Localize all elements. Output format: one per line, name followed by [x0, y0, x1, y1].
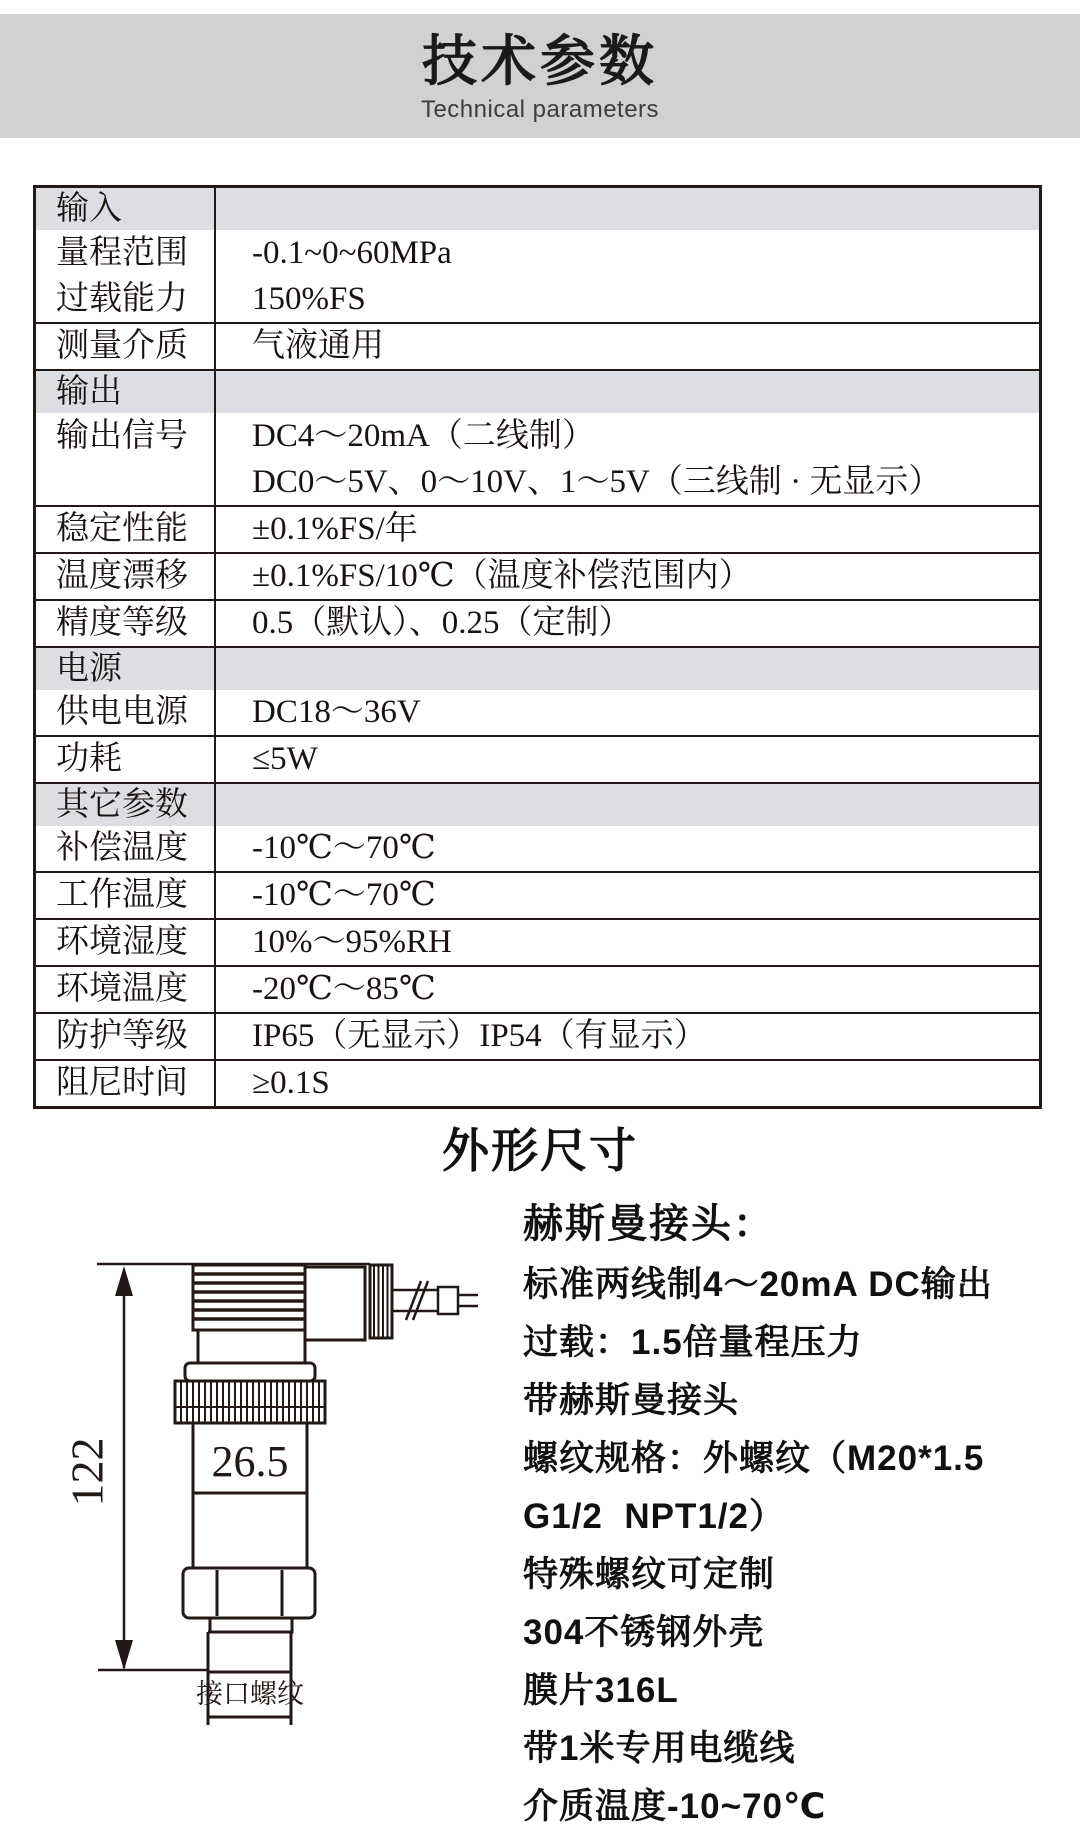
spec-label-cell [36, 826, 216, 871]
spec-label: 环境湿度 [56, 924, 188, 960]
spec-label-cell [36, 507, 216, 552]
spec-section-row [36, 188, 1039, 230]
connector-info-heading: 赫斯曼接头： [523, 1202, 775, 1246]
spec-value-cell [216, 737, 1039, 782]
spec-value: -0.1~0~60MPa [252, 235, 452, 271]
spec-label: 功耗 [56, 741, 122, 777]
spec-label: 精度等级 [56, 605, 188, 641]
spec-row [36, 599, 1039, 646]
connector-info-line: 特殊螺纹可定制 [523, 1555, 776, 1594]
spec-table [33, 185, 1042, 1109]
dimension-body-label: 26.5 [211, 1437, 289, 1486]
spec-label: 防护等级 [56, 1018, 188, 1054]
spec-label: 阻尼时间 [56, 1065, 188, 1101]
cable-gland-nut [370, 1265, 392, 1338]
hex-nut [183, 1568, 315, 1618]
connector-info-line: 膜片316L [523, 1671, 679, 1710]
spec-label-cell [36, 1014, 216, 1059]
connector-info-line: 304不锈钢外壳 [523, 1613, 765, 1652]
page-title: 技术参数 [421, 30, 658, 92]
spec-section-row [36, 369, 1039, 413]
title-band [0, 14, 1080, 138]
knurled-ring [175, 1381, 325, 1423]
spec-label: 测量介质 [56, 328, 188, 364]
connector-info-line: G1/2 NPT1/2） [523, 1497, 785, 1536]
spec-row [36, 1059, 1039, 1106]
spec-value-cell [216, 690, 1039, 735]
spec-value: ≤5W [252, 741, 318, 777]
spec-value: 气液通用 [252, 328, 384, 364]
spec-row [36, 1012, 1039, 1059]
spec-row [36, 871, 1039, 918]
spec-row [36, 230, 1039, 322]
spec-row [36, 413, 1039, 505]
spec-value: 10%～95%RH [252, 924, 452, 960]
spec-label: 温度漂移 [56, 558, 188, 594]
spec-value-cell [216, 554, 1039, 599]
connector-info-lines [523, 1256, 1080, 1836]
spec-label-cell [36, 324, 216, 369]
transmitter-drawing-svg [40, 1240, 480, 1770]
spec-label-cell [36, 920, 216, 965]
spec-label-cell [36, 413, 216, 505]
connector-info-line: 螺纹规格：外螺纹（M20*1.5 [523, 1439, 985, 1478]
spec-value: 150%FS [252, 281, 366, 317]
spec-label: 其它参数 [56, 787, 188, 823]
spec-value: DC0～5V、0～10V、1～5V（三线制 · 无显示） [252, 464, 942, 500]
spec-row [36, 735, 1039, 782]
spec-value-cell [216, 784, 1039, 826]
connector-info-line: 带1米专用电缆线 [523, 1729, 796, 1768]
spec-value: IP65（无显示）IP54（有显示） [252, 1018, 707, 1054]
spec-label: 工作温度 [56, 877, 188, 913]
spec-value: ±0.1%FS/年 [252, 511, 418, 547]
spec-label: 电源 [56, 651, 122, 687]
spec-label-cell [36, 690, 216, 735]
spec-label-cell [36, 873, 216, 918]
spec-label-cell [36, 371, 216, 413]
dimension-height-label: 122 [61, 1437, 113, 1507]
connector-base-plate [185, 1363, 315, 1381]
spec-row [36, 505, 1039, 552]
spec-value: ≥0.1S [252, 1065, 330, 1101]
spec-label: 补偿温度 [56, 830, 188, 866]
spec-label: 输入 [56, 191, 122, 227]
spec-value-cell [216, 1061, 1039, 1106]
spec-value: 0.5（默认）、0.25（定制） [252, 605, 632, 641]
dimensions-title: 外形尺寸 [442, 1124, 638, 1177]
spec-value-cell [216, 1014, 1039, 1059]
spec-label: 输出 [56, 374, 122, 410]
spec-value-cell [216, 188, 1039, 230]
spec-label-cell [36, 1061, 216, 1106]
spec-value-cell [216, 826, 1039, 871]
hirschmann-connector [193, 1265, 365, 1363]
spec-row [36, 826, 1039, 871]
spec-row [36, 690, 1039, 735]
spec-row [36, 552, 1039, 599]
connector-info-line: 标准两线制4～20mA DC输出 [523, 1265, 993, 1304]
spec-label-cell [36, 188, 216, 230]
spec-value: -10℃～70℃ [252, 877, 436, 913]
spec-label-cell [36, 230, 216, 322]
spec-row [36, 918, 1039, 965]
dimension-drawing [40, 1240, 480, 1770]
cable [392, 1281, 478, 1320]
connector-info [523, 1192, 1080, 1836]
spec-label: 供电电源 [56, 694, 188, 730]
spec-value-cell [216, 230, 1039, 322]
thread-label: 接口螺纹 [196, 1679, 304, 1709]
spec-value: -10℃～70℃ [252, 830, 436, 866]
spec-value: ±0.1%FS/10℃（温度补偿范围内） [252, 558, 752, 594]
spec-label: 过载能力 [56, 281, 188, 317]
spec-label-cell [36, 648, 216, 690]
spec-value: DC4～20mA（二线制） [252, 418, 595, 454]
spec-row [36, 322, 1039, 369]
spec-label-cell [36, 784, 216, 826]
spec-value-cell [216, 324, 1039, 369]
spec-value-cell [216, 967, 1039, 1012]
spec-value-cell [216, 873, 1039, 918]
spec-section-row [36, 782, 1039, 826]
spec-label-cell [36, 967, 216, 1012]
spec-row [36, 965, 1039, 1012]
spec-value-cell [216, 601, 1039, 646]
spec-label: 稳定性能 [56, 511, 188, 547]
spec-value-cell [216, 648, 1039, 690]
spec-value-cell [216, 413, 1039, 505]
connector-info-line: 介质温度-10~70℃ [523, 1787, 827, 1826]
spec-value-cell [216, 371, 1039, 413]
spec-label-cell [36, 737, 216, 782]
spec-label: 输出信号 [56, 418, 188, 454]
connector-info-line: 带赫斯曼接头 [523, 1381, 740, 1420]
spec-label-cell [36, 554, 216, 599]
spec-label-cell [36, 601, 216, 646]
spec-value: DC18～36V [252, 694, 421, 730]
spec-value-cell [216, 920, 1039, 965]
spec-label: 环境温度 [56, 971, 188, 1007]
spec-value-cell [216, 507, 1039, 552]
spec-value: -20℃～85℃ [252, 971, 436, 1007]
connector-info-line: 过载：1.5倍量程压力 [523, 1323, 863, 1362]
page-subtitle: Technical parameters [420, 96, 660, 123]
spec-section-row [36, 646, 1039, 690]
spec-label: 量程范围 [56, 235, 188, 271]
